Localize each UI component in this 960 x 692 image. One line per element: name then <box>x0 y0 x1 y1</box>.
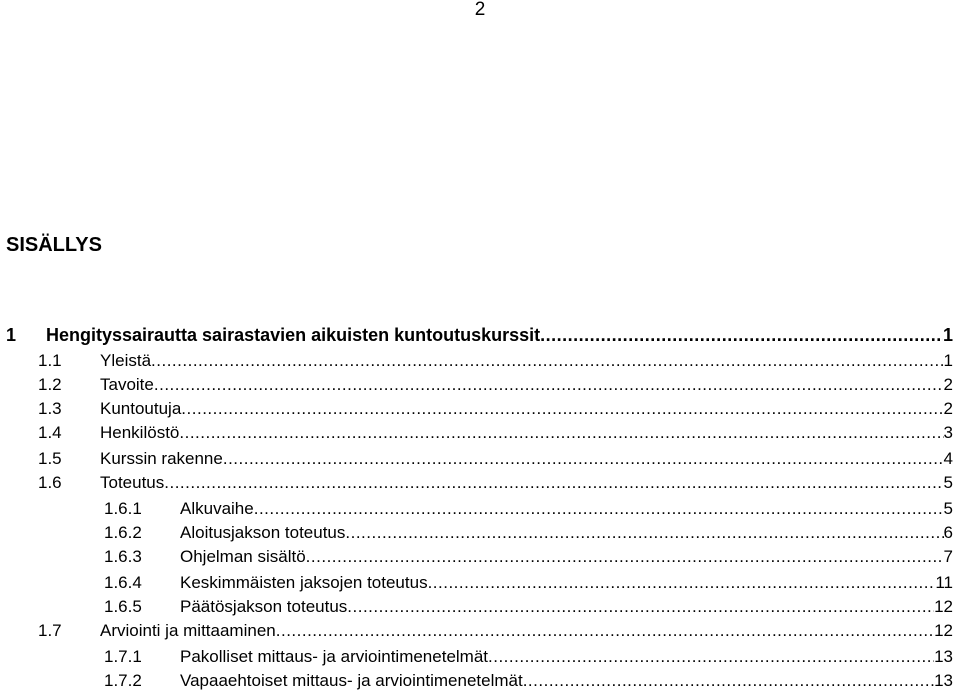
toc-entry-page: 4 <box>943 449 953 468</box>
toc-entry-page: 2 <box>943 375 953 394</box>
toc-entry-title: Pakolliset mittaus- ja arviointimenetelmät <box>180 647 489 666</box>
toc-dot-leader <box>488 646 934 668</box>
toc-dot-leader <box>154 374 944 396</box>
toc-entry-1-7-2[interactable] <box>104 670 953 692</box>
toc-entry-title: Tavoite <box>100 375 154 394</box>
toc-entry-page: 1 <box>943 351 953 370</box>
toc-entry-1-1[interactable] <box>38 350 953 372</box>
toc-entry-title: Päätösjakson toteutus <box>180 597 348 616</box>
toc-entry-title: Keskimmäisten jaksojen toteutus <box>180 573 428 592</box>
toc-entry-number: 1.6.5 <box>104 597 142 616</box>
page-number: 2 <box>474 0 486 20</box>
toc-entry-page: 5 <box>943 473 953 492</box>
toc-entry-page: 3 <box>943 423 953 442</box>
toc-heading: SISÄLLYS <box>6 234 102 256</box>
toc-entry-number: 1.2 <box>38 375 62 394</box>
toc-entry-title: Ohjelman sisältö <box>180 547 306 566</box>
toc-entry-1-4[interactable] <box>38 422 953 444</box>
toc-entry-page: 1 <box>942 325 953 345</box>
toc-entry-number: 1.3 <box>38 399 62 418</box>
toc-entry-1-6-4[interactable] <box>104 572 953 594</box>
toc-entry-1-6-2[interactable] <box>104 522 953 544</box>
toc-dot-leader <box>345 522 943 544</box>
toc-entry-number: 1.6.3 <box>104 547 142 566</box>
toc-entry-number: 1.6.1 <box>104 499 142 518</box>
toc-entry-page: 6 <box>943 523 953 542</box>
toc-entry-1-6[interactable] <box>38 472 953 494</box>
toc-entry-title: Vapaaehtoiset mittaus- ja arviointimenetelmät <box>180 671 523 690</box>
toc-entry-title: Yleistä <box>100 351 152 370</box>
toc-entry-1[interactable] <box>6 324 953 346</box>
toc-entry-number: 1.6.4 <box>104 573 142 592</box>
toc-entry-number: 1.1 <box>38 351 62 370</box>
toc-entry-1-7[interactable] <box>38 620 953 642</box>
toc-entry-title: Arviointi ja mittaaminen <box>100 621 276 640</box>
toc-entry-number: 1.6.2 <box>104 523 142 542</box>
toc-dot-leader <box>347 596 934 618</box>
toc-entry-page: 13 <box>934 647 953 666</box>
toc-entry-title: Henkilöstö <box>100 423 180 442</box>
toc-entry-1-2[interactable] <box>38 374 953 396</box>
toc-entry-page: 7 <box>943 547 953 566</box>
toc-dot-leader <box>223 448 944 470</box>
toc-entry-title: Kuntoutuja <box>100 399 182 418</box>
toc-entry-1-6-1[interactable] <box>104 498 953 520</box>
toc-entry-number: 1.7 <box>38 621 62 640</box>
toc-entry-number: 1.7.1 <box>104 647 142 666</box>
toc-entry-title: Kurssin rakenne <box>100 449 223 468</box>
toc-entry-1-6-5[interactable] <box>104 596 953 618</box>
toc-entry-title: Toteutus <box>100 473 165 492</box>
toc-entry-page: 2 <box>943 399 953 418</box>
toc-entry-number: 1.7.2 <box>104 671 142 690</box>
toc-entry-number: 1.5 <box>38 449 62 468</box>
toc-entry-page: 5 <box>943 499 953 518</box>
toc-entry-page: 12 <box>934 621 953 640</box>
toc-dot-leader <box>276 620 934 642</box>
toc-dot-leader <box>306 546 944 568</box>
toc-dot-leader <box>164 472 943 494</box>
toc-dot-leader <box>179 422 943 444</box>
toc-entry-title: Aloitusjakson toteutus <box>180 523 346 542</box>
toc-entry-1-5[interactable] <box>38 448 953 470</box>
toc-entry-1-6-3[interactable] <box>104 546 953 568</box>
toc-entry-page: 12 <box>934 597 953 616</box>
toc-entry-page: 11 <box>935 573 953 592</box>
toc-entry-number: 1.4 <box>38 423 62 442</box>
toc-entry-number: 1 <box>6 325 17 345</box>
toc-entry-1-7-1[interactable] <box>104 646 953 668</box>
toc-entry-page: 13 <box>934 671 953 690</box>
toc-dot-leader <box>181 398 943 420</box>
toc-dot-leader <box>151 350 944 372</box>
toc-dot-leader <box>254 498 944 520</box>
toc-dot-leader <box>540 324 943 346</box>
toc-entry-title: Alkuvaihe <box>180 499 254 518</box>
toc-entry-1-3[interactable] <box>38 398 953 420</box>
toc-dot-leader <box>428 572 936 594</box>
toc-entry-title: Hengityssairautta sairastavien aikuisten kuntoutuskurssit <box>46 325 541 345</box>
toc-entry-number: 1.6 <box>38 473 62 492</box>
toc-dot-leader <box>523 670 934 692</box>
